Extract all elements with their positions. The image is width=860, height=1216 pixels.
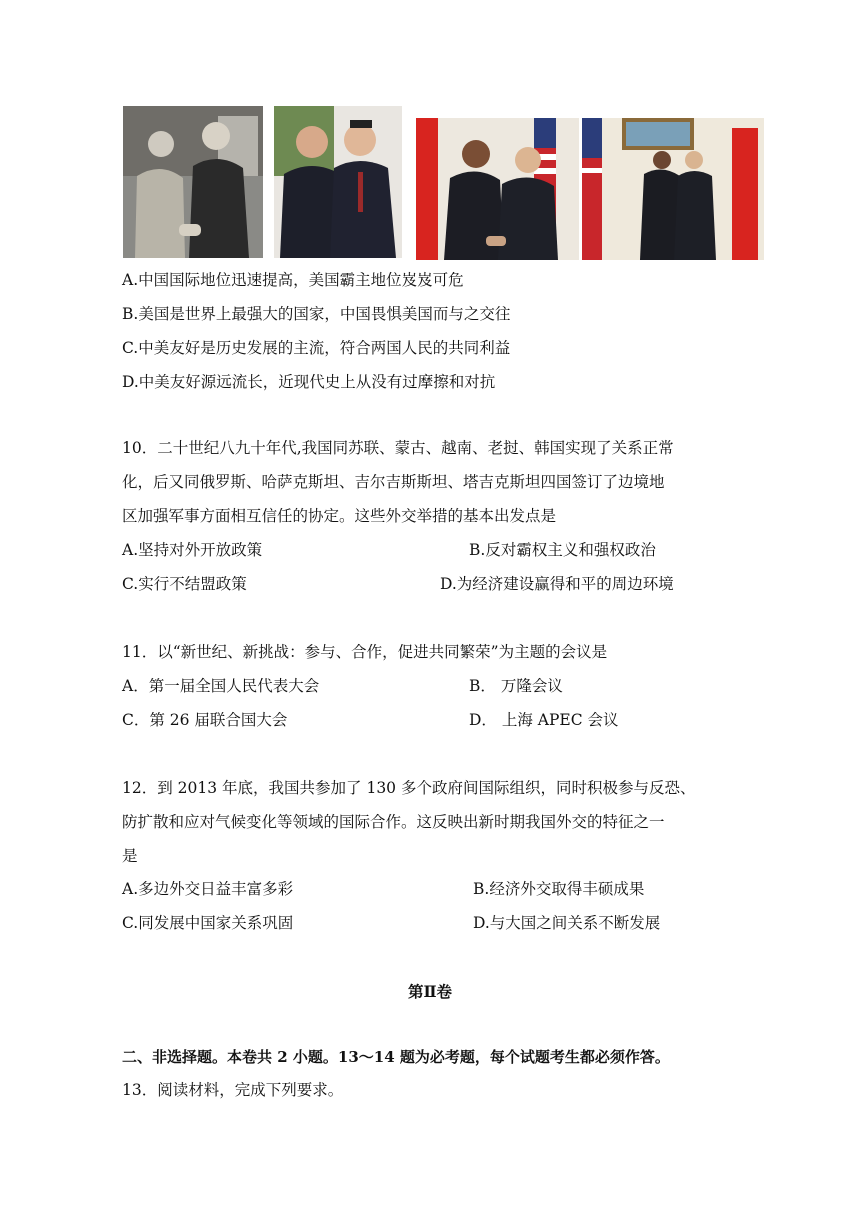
q10-option-c: C.实行不结盟政策 (122, 575, 247, 593)
q10-option-d: D.为经济建设赢得和平的周边环境 (440, 575, 674, 593)
part2-title: 第Ⅱ卷 (407, 982, 453, 1001)
q12-option-a: A.多边外交日益丰富多彩 (122, 880, 294, 898)
q12-option-b: B.经济外交取得丰硕成果 (473, 880, 645, 898)
q9-option-b: B.美国是世界上最强大的国家，中国畏惧美国而与之交往 (122, 305, 511, 323)
q12-stem-line-3: 是 (122, 847, 138, 865)
q10-option-a: A.坚持对外开放政策 (122, 541, 263, 559)
photo-handshake-2 (274, 106, 402, 258)
photo-handshake-3 (416, 118, 579, 260)
q11-stem: 11．以“新世纪、新挑战：参与、合作，促进共同繁荣”为主题的会议是 (122, 643, 608, 661)
q12-option-d: D.与大国之间关系不断发展 (473, 914, 661, 932)
q13-stem: 13．阅读材料，完成下列要求。 (122, 1081, 344, 1099)
q12-stem-line-1: 12．到 2013 年底，我国共参加了 130 多个政府间国际组织，同时积极参与反恐、 (122, 779, 696, 797)
q11-option-d: D． 上海 APEC 会议 (469, 711, 619, 729)
q9-option-a: A.中国国际地位迅速提高，美国霸主地位岌岌可危 (122, 271, 464, 289)
q12-stem-line-2: 防扩散和应对气候变化等领域的国际合作。这反映出新时期我国外交的特征之一 (122, 813, 665, 831)
q10-stem-line-2: 化，后又同俄罗斯、哈萨克斯坦、吉尔吉斯斯坦、塔吉克斯坦四国签订了边境地 (122, 473, 665, 491)
part2-heading: 二、非选择题。本卷共 2 小题。13～14 题为必考题，每个试题考生都必须作答。 (122, 1048, 670, 1066)
q11-option-b: B． 万隆会议 (469, 677, 563, 695)
q9-option-c: C.中美友好是历史发展的主流，符合两国人民的共同利益 (122, 339, 511, 357)
q10-stem-line-3: 区加强军事方面相互信任的协定。这些外交举措的基本出发点是 (122, 507, 557, 525)
q9-option-d: D.中美友好源远流长，近现代史上从没有过摩擦和对抗 (122, 373, 496, 391)
photo-handshake-4 (582, 118, 764, 260)
photo-handshake-1 (123, 106, 263, 258)
q11-option-a: A．第一届全国人民代表大会 (122, 677, 320, 695)
q12-option-c: C.同发展中国家关系巩固 (122, 914, 294, 932)
q10-option-b: B.反对霸权主义和强权政治 (469, 541, 656, 559)
q11-option-c: C．第 26 届联合国大会 (122, 711, 288, 729)
q10-stem-line-1: 10．二十世纪八九十年代,我国同苏联、蒙古、越南、老挝、韩国实现了关系正常 (122, 439, 674, 457)
